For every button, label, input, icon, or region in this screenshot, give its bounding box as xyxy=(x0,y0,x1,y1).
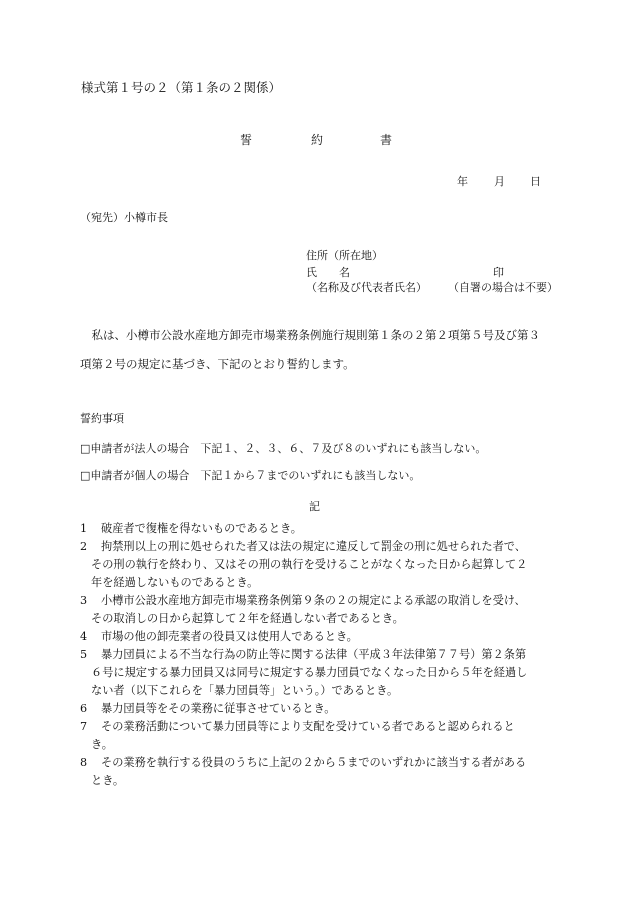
item-continuation: ６号に規定する暴力団員又は同号に規定する暴力団員でなくなった日から５年を経過し xyxy=(91,666,528,679)
list-item xyxy=(80,541,526,552)
item-text: 暴力団員等をその業務に従事させているとき。 xyxy=(101,702,336,715)
item-continuation: その刑の執行を終わり、又はその刑の執行を受けることがなくなった日から起算して２ xyxy=(91,558,528,571)
condition-text: 申請者が法人の場合 下記１、２、３、６、７及び８のいずれにも該当しない。 xyxy=(90,442,487,455)
item-continuation: き。 xyxy=(91,738,113,751)
date-month-label: 月 xyxy=(494,175,505,188)
item-continuation: とき。 xyxy=(91,774,125,787)
list-item xyxy=(80,631,358,642)
item-number: 5 xyxy=(80,648,88,661)
signature-note: （自署の場合は不要） xyxy=(448,281,558,294)
item-number: 1 xyxy=(80,522,88,535)
name-label: 氏 名 xyxy=(306,266,350,279)
title-char-3: 書 xyxy=(380,133,393,147)
name-note: （名称及び代表者氏名） xyxy=(306,281,427,294)
item-text: 拘禁刑以上の刑に処せられた者又は法の規定に違反して罰金の刑に処せられた者で、 xyxy=(101,540,526,553)
seal-label: 印 xyxy=(493,266,504,279)
list-item xyxy=(80,703,336,714)
list-item xyxy=(80,595,526,606)
item-number: 7 xyxy=(80,720,88,733)
date-year-label: 年 xyxy=(457,175,468,188)
list-item xyxy=(80,523,302,534)
item-text: その業務を執行する役員のうちに上記の２から５までのいずれかに該当する者がある xyxy=(101,756,527,769)
item-text: 小樽市公設水産地方卸売市場業務条例第９条の２の規定による承認の取消しを受け、 xyxy=(101,594,526,607)
addressee: （宛先）小樽市長 xyxy=(80,211,168,224)
item-text: 暴力団員による不当な行為の防止等に関する法律（平成３年法律第７７号）第２条第 xyxy=(101,648,527,661)
item-number: 8 xyxy=(80,756,88,769)
item-number: 2 xyxy=(80,540,88,553)
list-item xyxy=(80,721,515,732)
checkbox[interactable]: □ xyxy=(80,469,91,482)
list-item xyxy=(80,757,526,768)
pledge-body-line: 項第２号の規定に基づき、下記のとおり誓約します。 xyxy=(80,357,355,371)
address-label: 住所（所在地） xyxy=(306,249,383,262)
date-day-label: 日 xyxy=(530,175,541,188)
title-char-1: 誓 xyxy=(240,133,253,147)
title-char-2: 約 xyxy=(311,133,324,147)
condition-text: 申請者が個人の場合 下記１から７までのいずれにも該当しない。 xyxy=(90,469,421,482)
corporation-condition xyxy=(80,443,486,454)
pledge-body-line: 私は、小樽市公設水産地方卸売市場業務条例施行規則第１条の２第２項第５号及び第３ xyxy=(80,328,540,342)
item-continuation: ない者（以下これらを「暴力団員等」という。）であるとき。 xyxy=(91,684,399,697)
pledge-matters-heading: 誓約事項 xyxy=(80,412,124,425)
list-item xyxy=(80,649,526,660)
item-number: 3 xyxy=(80,594,88,607)
item-text: 市場の他の卸売業者の役員又は使用人であるとき。 xyxy=(101,630,358,643)
checkbox[interactable]: □ xyxy=(80,442,91,455)
item-continuation: 年を経過しないものであるとき。 xyxy=(91,576,259,589)
individual-condition xyxy=(80,470,420,481)
item-text: 破産者で復権を得ないものであるとき。 xyxy=(101,522,302,535)
item-number: 6 xyxy=(80,702,88,715)
form-number: 様式第１号の２（第１条の２関係） xyxy=(81,80,282,95)
ki-heading: 記 xyxy=(309,500,320,513)
item-text: その業務活動について暴力団員等により支配を受けている者であると認められると xyxy=(101,720,515,733)
item-continuation: その取消しの日から起算して２年を経過しない者であるとき。 xyxy=(91,612,404,625)
item-number: 4 xyxy=(80,630,88,643)
